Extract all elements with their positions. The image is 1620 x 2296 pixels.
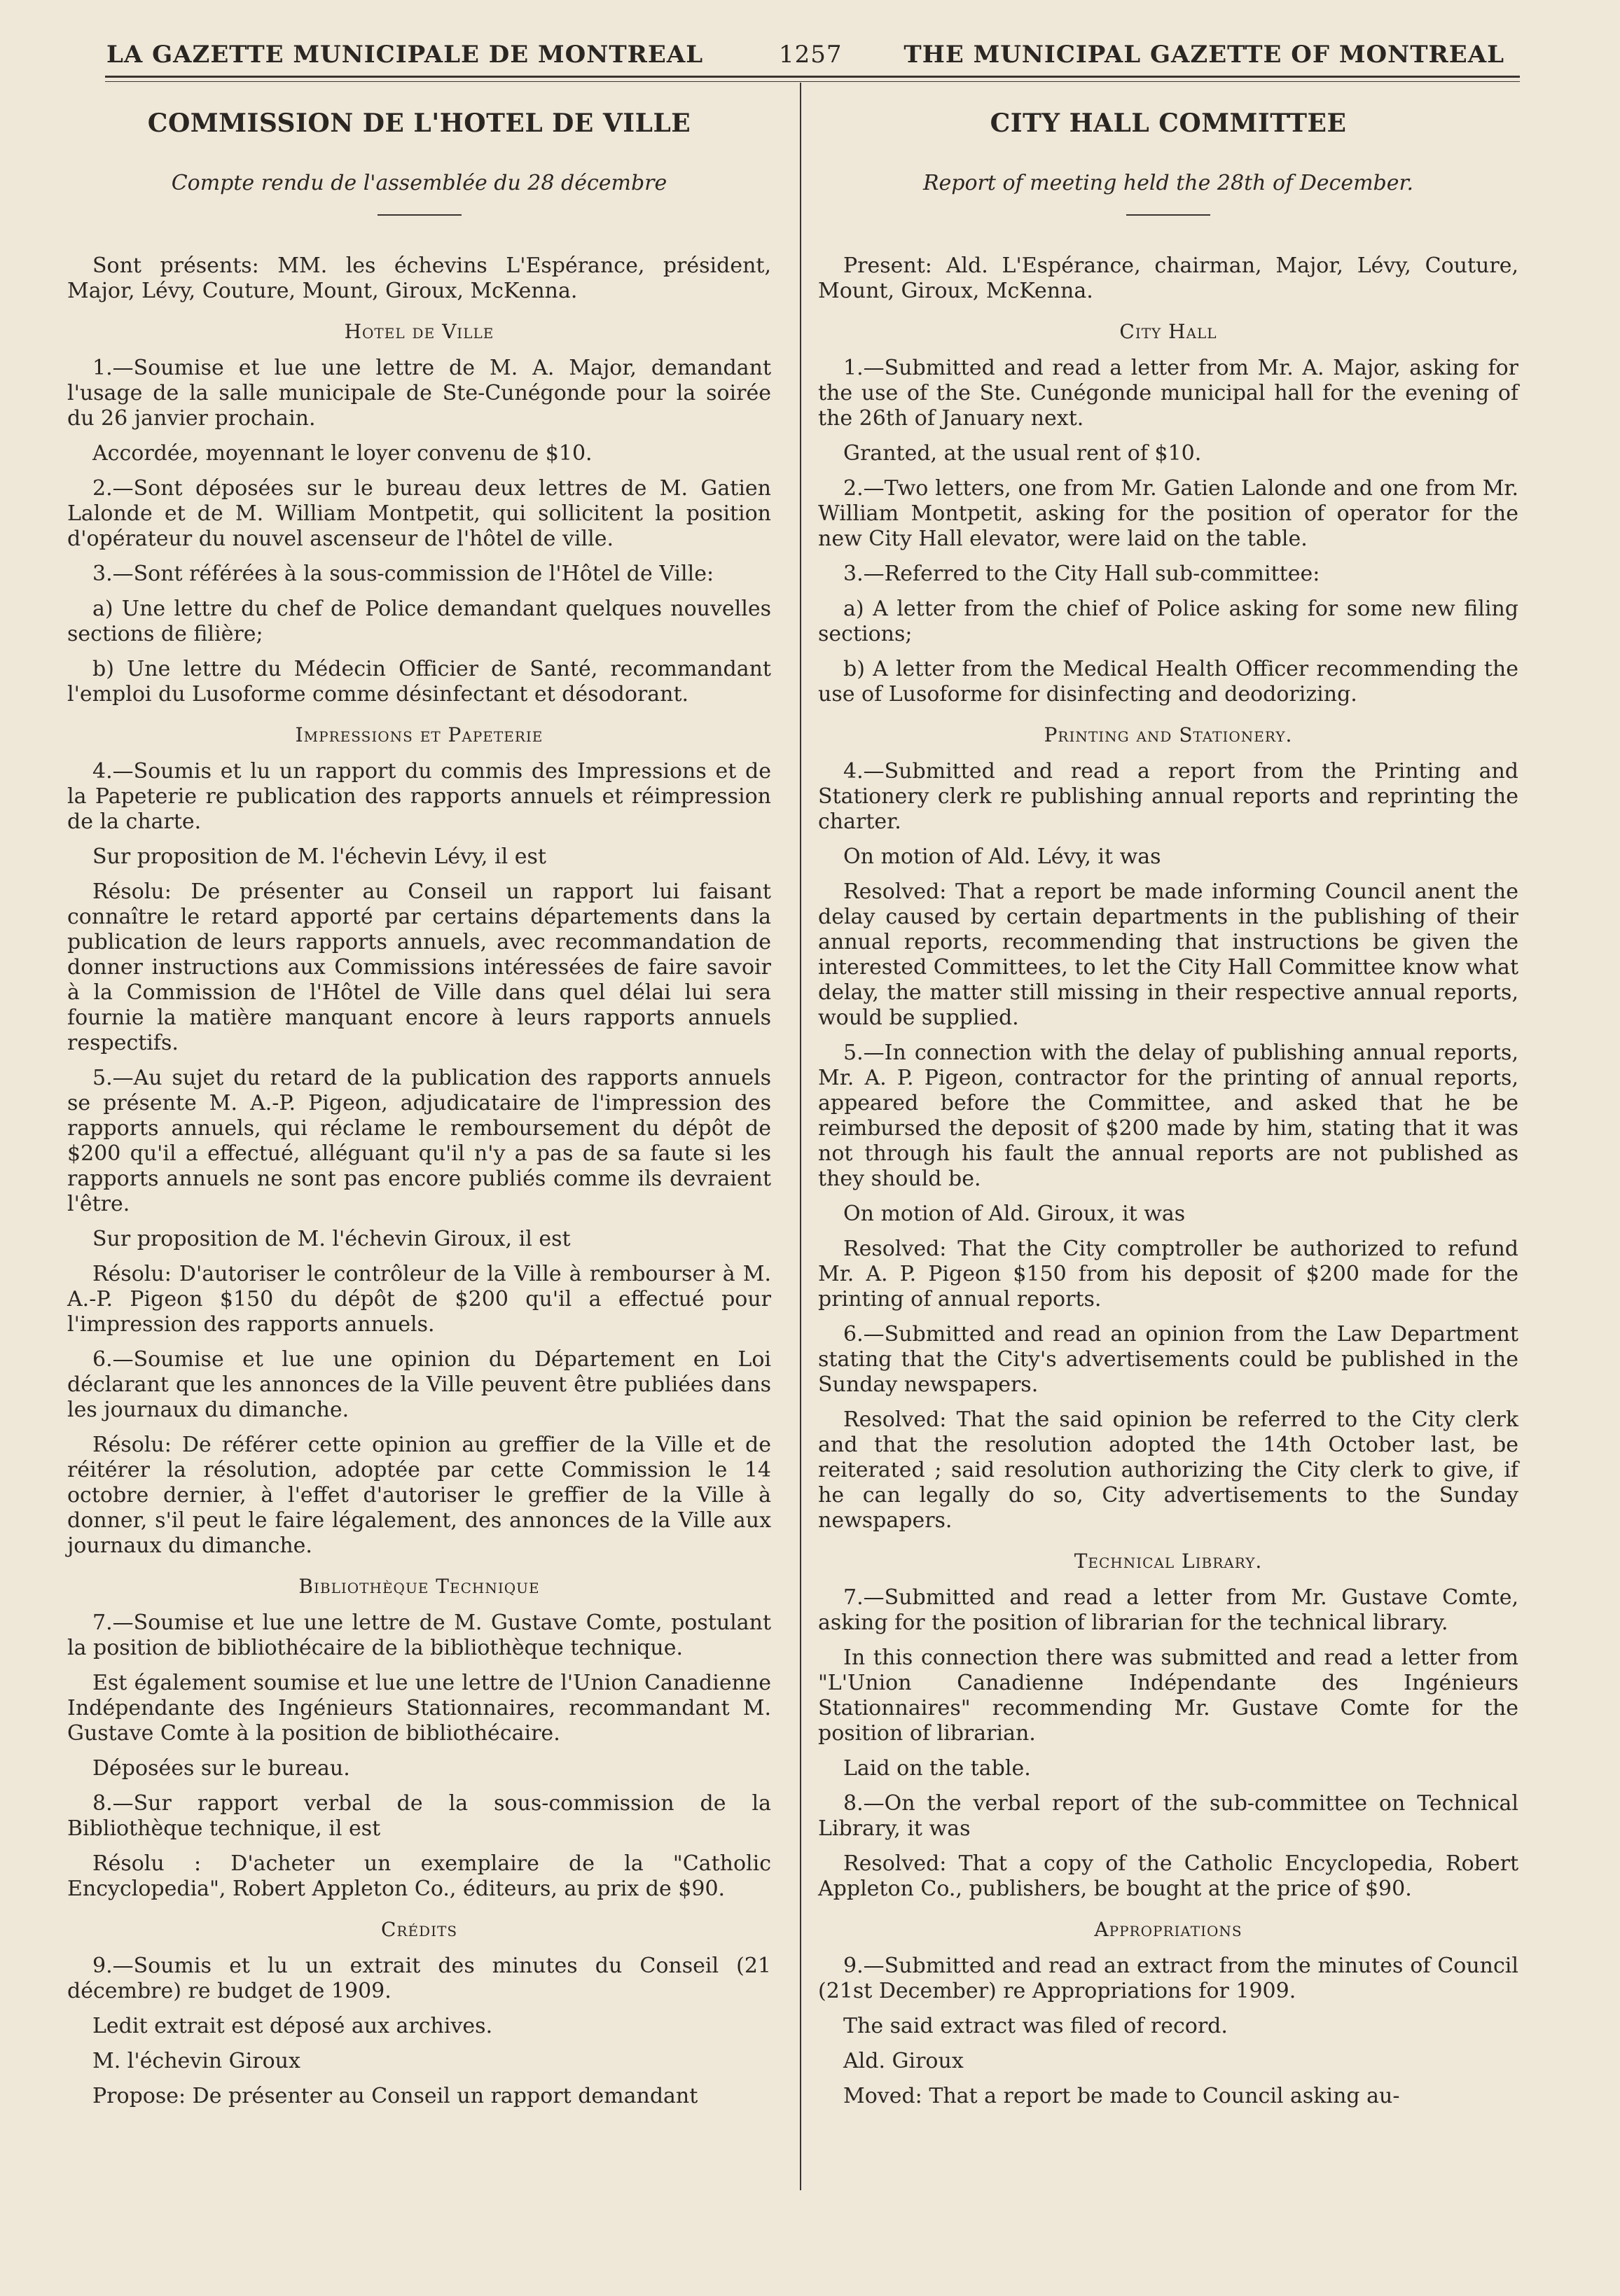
paragraph: Resolved: That a report be made informing Council anent the delay caused by certain departments in the publishing of their annual reports, recommending that instructions be given the interested Committees, to let the City Hall Committee know what delay, the matter still missing in their respective annual reports, would be supplied. — [818, 879, 1518, 1030]
paragraph: On motion of Ald. Giroux, it was — [843, 1202, 1186, 1226]
paragraph: On motion of Ald. Lévy, it was — [843, 844, 1161, 869]
paragraph: 4.—Submitted and read a report from the Printing and Stationery clerk re publishing annual reports and reprinting the charter. — [818, 759, 1518, 834]
paragraph: 9.—Submitted and read an extract from the minutes of Council (21st December) re Appropriations for 1909. — [818, 1954, 1518, 2003]
paragraph: 3.—Referred to the City Hall sub-committee: — [843, 562, 1320, 586]
paragraph: 8.—Sur rapport verbal de la sous-commission de la Bibliothèque technique, il est — [67, 1791, 771, 1841]
paragraph: 1.—Soumise et lue une lettre de M. A. Major, demandant l'usage de la salle municipale de Ste-Cunégonde pour la soirée du 26 janvier prochain. — [67, 356, 771, 431]
section-heading: City Hall — [1119, 320, 1217, 343]
title-rule — [1126, 214, 1210, 216]
paragraph: Sont présents: MM. les échevins L'Espérance, président, Major, Lévy, Couture, Mount, Giroux, McKenna. — [67, 253, 771, 303]
paragraph: Sur proposition de M. l'échevin Giroux, il est — [92, 1227, 571, 1251]
english-title: CITY HALL COMMITTEE — [990, 109, 1347, 138]
column-divider — [800, 83, 801, 2190]
header-rule — [105, 76, 1520, 78]
paragraph: 6.—Submitted and read an opinion from the Law Department stating that the City's advertisements could be published in the Sunday newspapers. — [818, 1322, 1518, 1397]
paragraph: Est également soumise et lue une lettre de l'Union Canadienne Indépendante des Ingénieurs Stationnaires, recommandant M. Gustave Comte à la position de bibliothécaire. — [67, 1671, 771, 1746]
paragraph: 4.—Soumis et lu un rapport du commis des Impressions et de la Papeterie re publication des rapports annuels et réimpression de la charte. — [67, 759, 771, 834]
paragraph: b) A letter from the Medical Health Officer recommending the use of Lusoforme for disinfecting and deodorizing. — [818, 657, 1518, 707]
paragraph: Ledit extrait est déposé aux archives. — [92, 2014, 493, 2038]
paragraph: 9.—Soumis et lu un extrait des minutes du Conseil (21 décembre) re budget de 1909. — [67, 1954, 771, 2003]
paragraph: The said extract was filed of record. — [843, 2014, 1228, 2038]
paragraph: Déposées sur le bureau. — [92, 1756, 350, 1781]
paragraph: In this connection there was submitted and read a letter from "L'Union Canadienne Indépendante des Ingénieurs Stationnaires" recommending Mr. Gustave Comte for the position of librarian. — [818, 1646, 1518, 1746]
paragraph: 5.—Au sujet du retard de la publication des rapports annuels se présente M. A.-P. Pigeon, adjudicataire de l'impression des rapports annuels, qui réclame le remboursement du dépôt de $200 qu'il a effectué, alléguant qu'il n'y a pas de sa faute si les rapports annuels ne sont pas encore publiés comme ils devraient l'être. — [67, 1066, 771, 1216]
paragraph: a) A letter from the chief of Police asking for some new filing sections; — [818, 597, 1518, 646]
paragraph: Résolu: D'autoriser le contrôleur de la Ville à rembourser à M. A.-P. Pigeon $150 du dépôt de $200 qu'il a effectué pour l'impression des rapports annuels. — [67, 1262, 771, 1337]
section-heading: Crédits — [380, 1918, 458, 1941]
paragraph: Moved: That a report be made to Council asking au- — [843, 2084, 1400, 2108]
french-body — [67, 253, 771, 2109]
paragraph: b) Une lettre du Médecin Officier de Santé, recommandant l'emploi du Lusoforme comme désinfectant et désodorant. — [67, 657, 771, 707]
page-number: 1257 — [779, 41, 843, 69]
paragraph: Granted, at the usual rent of $10. — [843, 441, 1202, 466]
section-heading: Appropriations — [1094, 1918, 1242, 1941]
header-right-title: THE MUNICIPAL GAZETTE OF MONTREAL — [904, 41, 1504, 69]
paragraph: Resolved: That the said opinion be referred to the City clerk and that the resolution adopted the 14th October last, be reiterated ; said resolution authorizing the City clerk to give, if he can legally do so, City advertisements to the Sunday newspapers. — [818, 1407, 1518, 1533]
section-heading: Hotel de Ville — [344, 320, 494, 343]
english-body — [818, 253, 1518, 2109]
section-heading: Technical Library. — [1074, 1550, 1263, 1573]
section-heading: Bibliothèque Technique — [298, 1575, 540, 1598]
paragraph: Ald. Giroux — [843, 2049, 964, 2073]
english-subtitle: Report of meeting held the 28th of December. — [922, 171, 1414, 195]
paragraph: 2.—Two letters, one from Mr. Gatien Lalonde and one from Mr. William Montpetit, asking for the position of operator for the new City Hall elevator, were laid on the table. — [818, 476, 1518, 551]
paragraph: 1.—Submitted and read a letter from Mr. A. Major, asking for the use of the Ste. Cunégonde municipal hall for the evening of the 26th of January next. — [818, 356, 1518, 431]
paragraph: Present: Ald. L'Espérance, chairman, Major, Lévy, Couture, Mount, Giroux, McKenna. — [818, 253, 1518, 303]
section-heading: Impressions et Papeterie — [295, 723, 544, 746]
paragraph: Resolved: That the City comptroller be authorized to refund Mr. A. P. Pigeon $150 from his deposit of $200 made for the printing of annual reports. — [818, 1237, 1518, 1311]
french-column — [67, 105, 771, 2119]
paragraph: Laid on the table. — [843, 1756, 1031, 1781]
paragraph: 8.—On the verbal report of the sub-committee on Technical Library, it was — [818, 1791, 1518, 1841]
paragraph: 2.—Sont déposées sur le bureau deux lettres de M. Gatien Lalonde et de M. William Montpetit, qui sollicitent la position d'opérateur du nouvel ascenseur de l'hôtel de ville. — [67, 476, 771, 551]
title-rule — [378, 214, 462, 216]
header-rule-thin — [105, 81, 1520, 82]
section-heading: Printing and Stationery. — [1044, 723, 1293, 746]
paragraph: a) Une lettre du chef de Police demandant quelques nouvelles sections de filière; — [67, 597, 771, 646]
paragraph: Résolu: De présenter au Conseil un rapport lui faisant connaître le retard apporté par certains départements dans la publication de leurs rapports annuels, avec recommandation de donner instructions aux Commissions intéressées de faire savoir à la Commission de l'Hôtel de Ville dans quel délai lui sera fournie la matière manquant encore à leurs rapports annuels respectifs. — [67, 879, 771, 1055]
paragraph: Résolu: De référer cette opinion au greffier de la Ville et de réitérer la résolution, adoptée par cette Commission le 14 octobre dernier, à l'effet d'autoriser le greffier de la Ville à donner, s'il peut le faire légalement, des annonces de la Ville aux journaux du dimanche. — [67, 1433, 771, 1558]
english-column — [818, 105, 1518, 2119]
paragraph: Accordée, moyennant le loyer convenu de $10. — [92, 441, 593, 466]
french-title: COMMISSION DE L'HOTEL DE VILLE — [147, 109, 691, 138]
french-subtitle: Compte rendu de l'assemblée du 28 décembre — [171, 171, 667, 195]
paragraph: M. l'échevin Giroux — [92, 2049, 300, 2073]
paragraph: Résolu : D'acheter un exemplaire de la "Catholic Encyclopedia", Robert Appleton Co., éditeurs, au prix de $90. — [67, 1851, 771, 1901]
header-left-title: LA GAZETTE MUNICIPALE DE MONTREAL — [106, 41, 704, 69]
paragraph: Propose: De présenter au Conseil un rapport demandant — [92, 2084, 698, 2108]
paragraph: 3.—Sont référées à la sous-commission de l'Hôtel de Ville: — [92, 562, 714, 586]
paragraph: 5.—In connection with the delay of publishing annual reports, Mr. A. P. Pigeon, contractor for the printing of annual reports, appeared before the Committee, and asked that he be reimbursed the deposit of $200 made by him, stating that it was not through his fault the annual reports are not published as they should be. — [818, 1041, 1518, 1191]
paragraph: 7.—Submitted and read a letter from Mr. Gustave Comte, asking for the position of librarian for the technical library. — [818, 1585, 1518, 1635]
paragraph: Sur proposition de M. l'échevin Lévy, il est — [92, 844, 546, 869]
paragraph: 7.—Soumise et lue une lettre de M. Gustave Comte, postulant la position de bibliothécaire de la bibliothèque technique. — [67, 1610, 771, 1660]
paragraph: 6.—Soumise et lue une opinion du Département en Loi déclarant que les annonces de la Ville peuvent être publiées dans les journaux du dimanche. — [67, 1347, 771, 1422]
paragraph: Resolved: That a copy of the Catholic Encyclopedia, Robert Appleton Co., publishers, be bought at the price of $90. — [818, 1851, 1518, 1901]
